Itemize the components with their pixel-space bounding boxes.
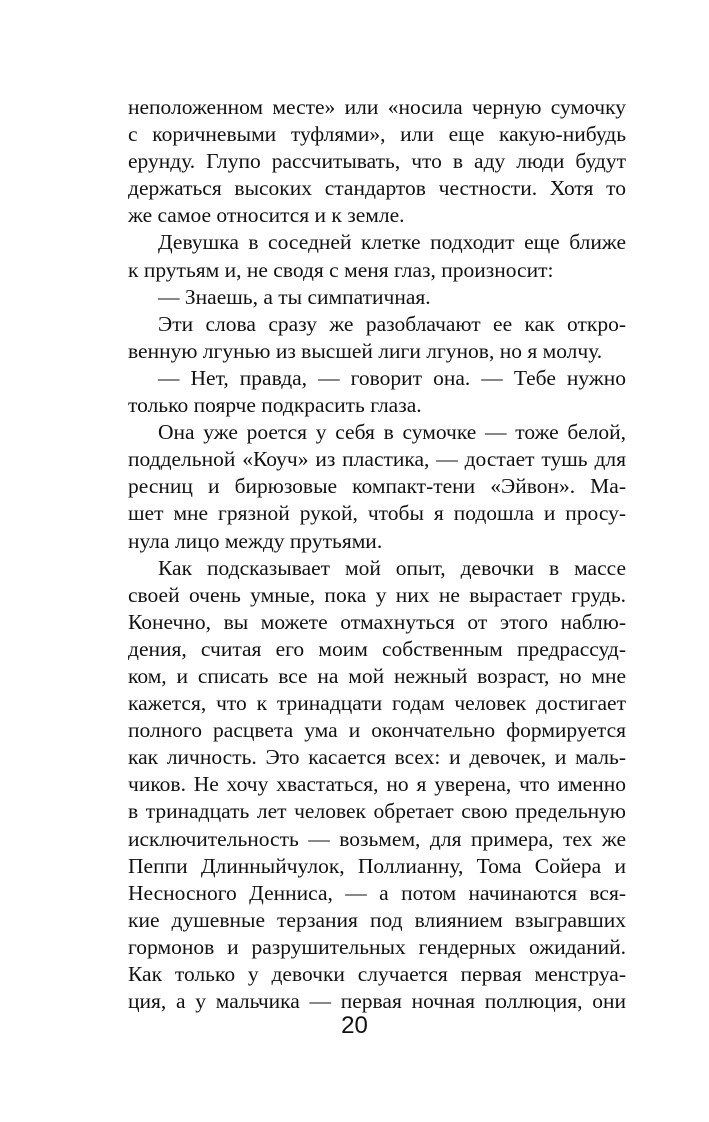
text-line: держаться высоких стандартов честности. Хотя то bbox=[128, 176, 626, 201]
text-line: Конечно, вы можете отмахнуться от этого наблю- bbox=[128, 609, 626, 634]
text-line: с коричневыми туфлями», или еще какую-нибудь bbox=[128, 122, 626, 147]
text-line: Она уже роется у себя в сумочке — тоже белой, bbox=[158, 420, 626, 445]
text-line: только поярче подкрасить глаза. bbox=[128, 393, 422, 418]
text-line: полного расцвета ума и окончательно формируется bbox=[128, 718, 626, 743]
page-body-text bbox=[128, 94, 626, 1015]
page-number: 20 bbox=[341, 1012, 368, 1039]
text-line: как личность. Это касается всех: и девочек, и маль- bbox=[128, 745, 626, 770]
text-line: ком, и списать все на мой нежный возраст, но мне bbox=[128, 663, 626, 688]
text-line: Эти слова сразу же разоблачают ее как откро- bbox=[158, 311, 626, 336]
text-line: кие душевные терзания под влиянием взыгравших bbox=[128, 907, 626, 932]
text-line: Пеппи Длинныйчулок, Поллианну, Тома Сойера и bbox=[128, 853, 626, 878]
text-line: венную лгунью из высшей лиги лгунов, но я молчу. bbox=[128, 338, 603, 363]
text-line: Как только у девочки случается первая менструа- bbox=[128, 962, 626, 986]
text-line: неположенном месте» или «носила черную сумочку bbox=[128, 95, 626, 119]
text-line: своей очень умные, пока у них не вырастает грудь. bbox=[128, 582, 626, 607]
text-line: — Знаешь, а ты симпатичная. bbox=[158, 284, 431, 309]
text-line: — Нет, правда, — говорит она. — Тебе нужно bbox=[158, 365, 626, 390]
text-line: поддельной «Коуч» из пластика, — достает тушь для bbox=[128, 447, 626, 472]
text-line: Несносного Денниса, — а потом начинаются вся- bbox=[128, 880, 626, 905]
text-line: кажется, что к тринадцати годам человек достигает bbox=[128, 691, 626, 716]
text-line: же самое относится и к земле. bbox=[128, 203, 405, 228]
text-line: шет мне грязной рукой, чтобы я подошла и просу- bbox=[128, 501, 626, 526]
text-line: исключительность — возьмем, для примера, тех же bbox=[128, 826, 626, 851]
text-line: нула лицо между прутьями. bbox=[128, 528, 383, 553]
text-line: ерунду. Глупо рассчитывать, что в аду люди будут bbox=[128, 149, 626, 174]
text-line: Девушка в соседней клетке подходит еще ближе bbox=[158, 230, 626, 255]
text-line: ция, а у мальчика — первая ночная поллюция, они bbox=[128, 989, 626, 1014]
text-line: в тринадцать лет человек обретает свою предельную bbox=[128, 799, 626, 824]
text-line: к прутьям и, не сводя с меня глаз, произносит: bbox=[128, 257, 554, 282]
text-line: чиков. Не хочу хвастаться, но я уверена, что именно bbox=[128, 772, 626, 797]
text-line: гормонов и разрушительных гендерных ожиданий. bbox=[128, 934, 626, 959]
text-line: дения, считая его моим собственным предрассуд- bbox=[128, 636, 626, 661]
text-line: ресниц и бирюзовые компакт-тени «Эйвон». Ма- bbox=[128, 474, 626, 499]
text-line: Как подсказывает мой опыт, девочки в массе bbox=[158, 555, 626, 580]
